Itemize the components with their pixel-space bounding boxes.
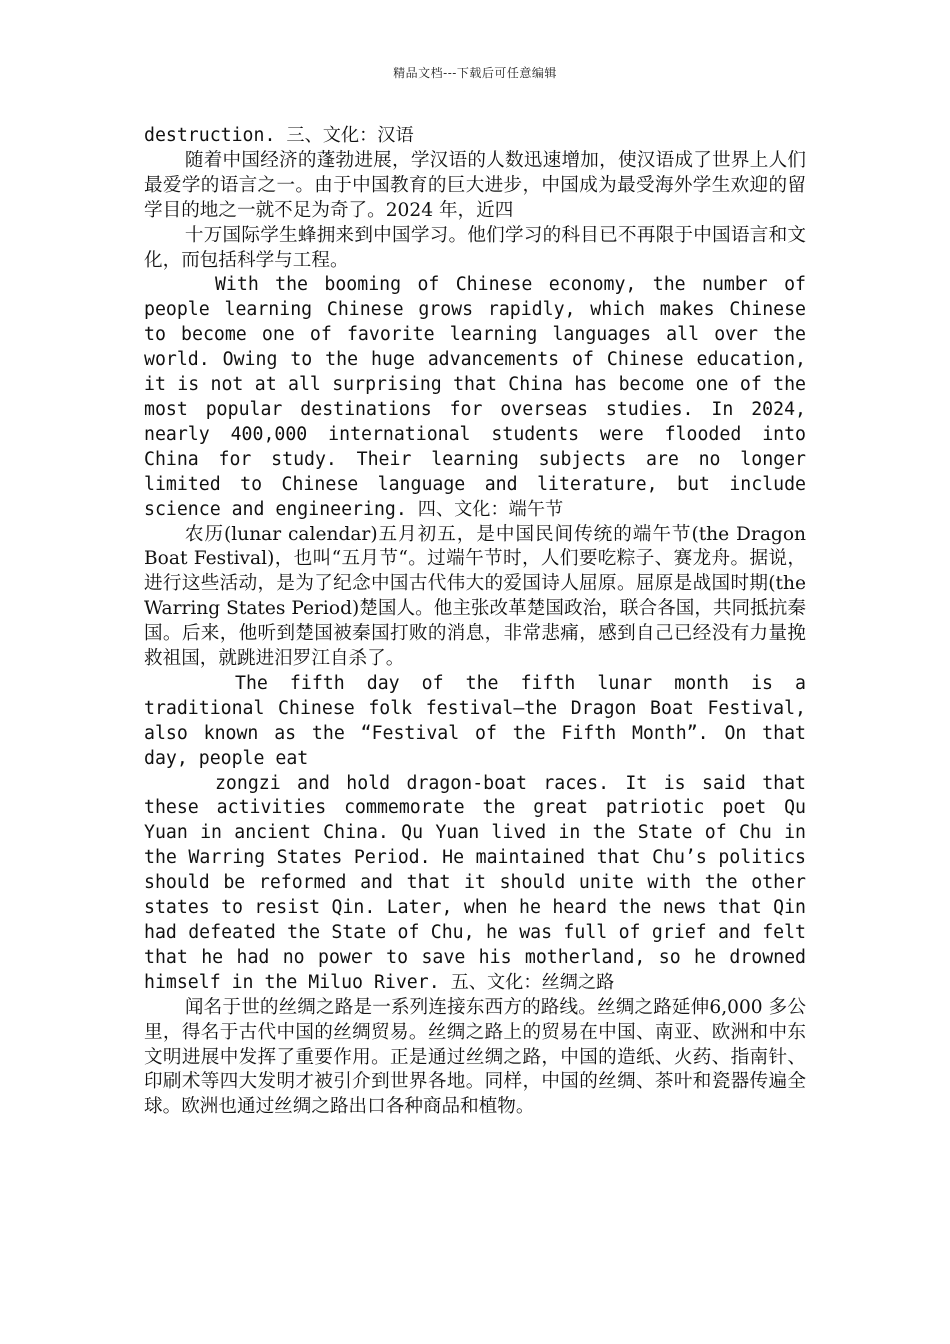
paragraph-dragon-boat-en-1: The fifth day of the fifth lunar month is a traditional Chinese folk festival—the Dragon Boat Festival, also known as the “Festival of the Fifth Month”. On that day, people eat bbox=[144, 672, 806, 769]
paragraph-silk-road-zh: 闻名于世的丝绸之路是一系列连接东西方的路线。丝绸之路延伸6,000 多公里，得名于古代中国的丝绸贸易。丝绸之路上的贸易在中国、南亚、欧洲和中东文明进展中发挥了重要作用。正是通过丝绸之路，中国的造纸、火药、指南针、印刷术等四大发明才被引介到世界各地。同样，中国的丝绸、茶叶和瓷器传遍全球。欧洲也通过丝绸之路出口各种商品和植物。 bbox=[144, 996, 806, 1118]
paragraph-destruction: destruction. 三、文化：汉语 bbox=[144, 125, 414, 146]
paragraph-chinese-language-en: With the booming of Chinese economy, the number of people learning Chinese grows rapidly, which makes Chinese to become one of favorite learning languages all over the world. Owing to the huge advancements of Chinese education, it is not at all surprising that China has become one of the most popular destinations for overseas studies. In 2024, nearly 400,000 international students were flooded into China for study. Their learning subjects are no longer limited to Chinese language and literature, but include science and engineering. 四、文化：端午节 bbox=[144, 274, 806, 520]
document-body bbox=[144, 124, 806, 1120]
paragraph-dragon-boat-zh: 农历(lunar calendar)五月初五，是中国民间传统的端午节(the Dragon Boat Festival)，也叫“五月节“。过端午节时，人们要吃粽子、赛龙舟。据说，进行这些活动，是为了纪念中国古代伟大的爱国诗人屈原。屈原是战国时期(the Warring States Period)楚国人。他主张改革楚国政治，联合各国，共同抵抗秦国。后来，他听到楚国被秦国打败的消息，非常悲痛，感到自己已经没有力量挽救祖国，就跳进汨罗江自杀了。 bbox=[144, 523, 806, 670]
paragraph-international-students-zh: 十万国际学生蜂拥来到中国学习。他们学习的科目已不再限于中国语言和文化，而包括科学与工程。 bbox=[144, 224, 806, 271]
paragraph-dragon-boat-en-2: zongzi and hold dragon-boat races. It is said that these activities commemorate the great patriotic poet Qu Yuan in ancient China. Qu Yuan lived in the State of Chu in the Warring States Period. He maintained that Chu’s politics should be reformed and that it should unite with the other states to resist Qin. Later, when he heard the news that Qin had defeated the State of Chu, he was full of grief and felt that he had no power to save his motherland, so he drowned himself in the Miluo River. 五、文化：丝绸之路 bbox=[144, 772, 806, 993]
page-header: 精品文档---下载后可任意编辑 bbox=[393, 66, 557, 80]
paragraph-chinese-language-zh: 随着中国经济的蓬勃进展，学汉语的人数迅速增加，使汉语成了世界上人们最爱学的语言之一。由于中国教育的巨大进步，中国成为最受海外学生欢迎的留学目的地之一就不足为奇了。2024 年，近四 bbox=[144, 149, 806, 221]
